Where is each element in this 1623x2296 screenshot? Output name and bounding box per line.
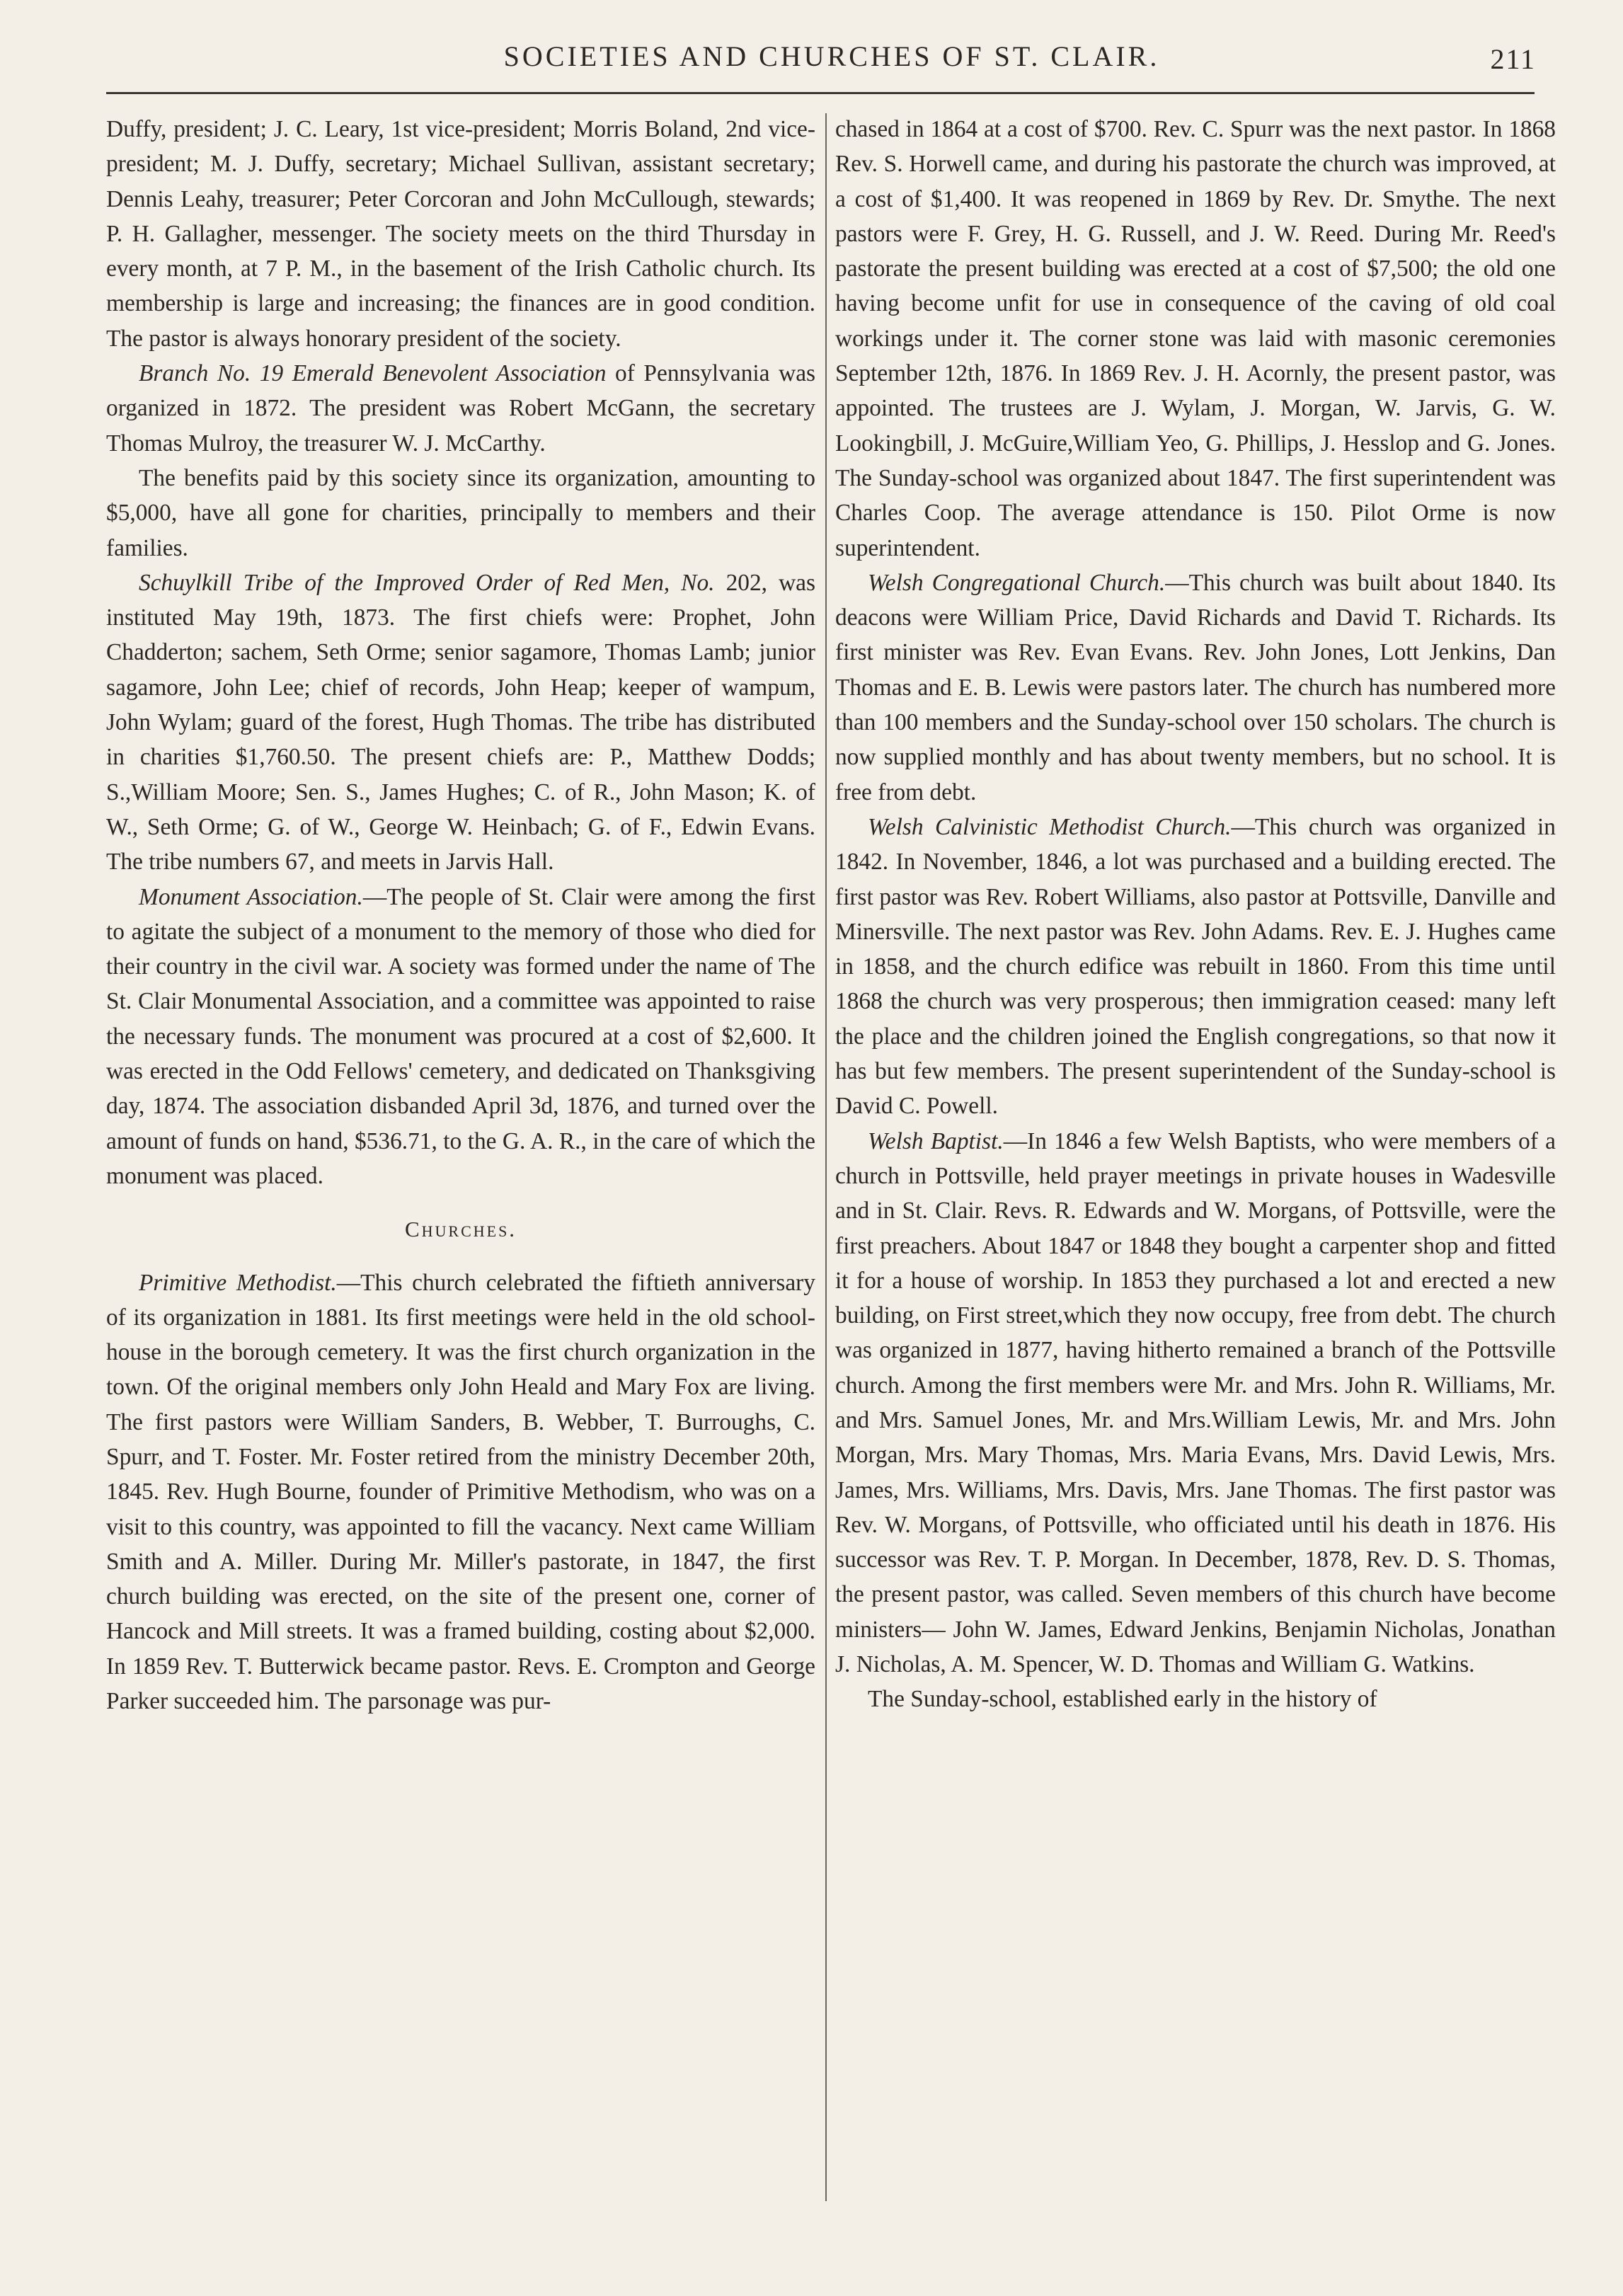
welsh-calvinistic-text: —This church was organized in 1842. In November, 1846, a lot was purchased and a building erected. The first pastor was Rev. Robert Williams, also pastor at Pottsville, Danville and Minersville. The next pastor was Rev. John Adams. Rev. E. J. Hughes came in 1858, and the church edifice was rebuilt in 1860. From this time until 1868 the church was very prosperous; then immigration ceased: many left the place and the children joined the English congregations, so that now it has but few members. The present superintendent of the Sunday-school is David C. Powell.	[835, 813, 1556, 1120]
paragraph-benefits: The benefits paid by this society since its organization, amounting to $5,000, have all gone for charities, principally to members and their families.	[106, 464, 815, 561]
header-rule	[106, 92, 1535, 94]
emerald-association-title: Branch No. 19 Emerald Benevolent Association	[139, 360, 607, 387]
welsh-congregational-text: —This church was built about 1840. Its deacons were William Price, David Richards and David T. Richards. Its first minister was Rev. Evan Evans. Rev. John Jones, Lott Jenkins, Dan Thomas and E. B. Lewis were pastors later. The church has numbered more than 100 members and the Sunday-school over 150 scholars. The church is now supplied monthly and has about twenty members, but no school. It is free from debt.	[835, 569, 1556, 805]
paragraph-sunday-school: The Sunday-school, established early in the history of	[868, 1686, 1377, 1713]
paragraph-primitive-methodist	[106, 1265, 815, 1719]
column-divider	[825, 113, 827, 2201]
paragraph-welsh-calvinistic	[835, 810, 1556, 1124]
welsh-baptist-text: —In 1846 a few Welsh Baptists, who were members of a church in Pottsville, held prayer meetings in private houses in Wadesville and in St. Clair. Revs. R. Edwards and W. Morgans, of Pottsville, were the first preachers. About 1847 or 1848 they bought a carpenter shop and fitted it for a house of worship. In 1853 they purchased a lot and erected a new building, on First street,which they now occupy, free from debt. The church was organized in 1877, having hitherto remained a branch of the Pottsville church. Among the first members were Mr. and Mrs. John R. Williams, Mr. and Mrs. Samuel Jones, Mr. and Mrs.William Lewis, Mr. and Mrs. John Morgan, Mrs. Mary Thomas, Mrs. Maria Evans, Mrs. David Lewis, Mrs. James, Mrs. Williams, Mrs. Davis, Mrs. Jane Thomas. The first pastor was Rev. W. Morgans, of Pottsville, who officiated until his death in 1876. His successor was Rev. T. P. Morgan. In December, 1878, Rev. D. S. Thomas, the present pastor, was called. Seven members of this church have become ministers— John W. James, Edward Jenkins, Benjamin Nicholas, Jonathan J. Nicholas, A. M. Spencer, W. D. Thomas and William G. Watkins.	[835, 1127, 1556, 1678]
monument-title: Monument Association.	[139, 883, 363, 910]
running-title: SOCIETIES AND CHURCHES OF ST. CLAIR.	[503, 40, 1160, 72]
right-column	[835, 112, 1556, 1717]
paragraph-society-officers: Duffy, president; J. C. Leary, 1st vice-president; Morris Boland, 2nd vice-president; M. J. Duffy, secretary; Michael Sullivan, assistant secretary; Dennis Leahy, treasurer; Peter Corcoran and John McCullough, stewards; P. H. Gallagher, messenger. The society meets on the third Thursday in every month, at 7 P. M., in the basement of the Irish Catholic church. Its membership is large and increasing; the finances are in good condition. The pastor is always honorary president of the society.	[106, 116, 815, 352]
paragraph-monument	[106, 880, 815, 1194]
primitive-methodist-text: —This church celebrated the fiftieth anniversary of its organization in 1881. Its first meetings were held in the old school-house in the borough cemetery. It was the first church organization in the town. Of the original members only John Heald and Mary Fox are living. The first pastors were William Sanders, B. Webber, T. Burroughs, C. Spurr, and T. Foster. Mr. Foster retired from the ministry December 20th, 1845. Rev. Hugh Bourne, founder of Primitive Methodism, who was on a visit to this country, was appointed to fill the vacancy. Next came William Smith and A. Miller. During Mr. Miller's pastorate, in 1847, the first church building was erected, on the site of the present one, corner of Hancock and Mill streets. It was a framed building, costing about $2,000. In 1859 Rev. T. Butterwick became pastor. Revs. E. Crompton and George Parker succeeded him. The parsonage was pur-	[106, 1269, 815, 1715]
paragraph-welsh-baptist	[835, 1124, 1556, 1682]
section-heading-churches: Churches.	[404, 1217, 517, 1242]
running-head	[99, 37, 1564, 86]
paragraph-emerald-association	[106, 356, 815, 461]
monument-text: —The people of St. Clair were among the first to agitate the subject of a monument to the memory of those who died for their country in the civil war. A society was formed under the name of The St. Clair Monumental Association, and a committee was appointed to raise the necessary funds. The monument was procured at a cost of $2,600. It was erected in the Odd Fellows' cemetery, and dedicated on Thanksgiving day, 1874. The association disbanded April 3d, 1876, and turned over the amount of funds on hand, $536.71, to the G. A. R., in the care of which the monument was placed.	[106, 883, 815, 1189]
welsh-calvinistic-title: Welsh Calvinistic Methodist Church.	[868, 813, 1232, 840]
red-men-text: 202, was instituted May 19th, 1873. The first chiefs were: Prophet, John Chadderton; sachem, Seth Orme; senior sagamore, Thomas Lamb; junior sagamore, John Lee; chief of records, John Heap; keeper of wampum, John Wylam; guard of the forest, Hugh Thomas. The tribe has distributed in charities $1,760.50. The present chiefs are: P., Matthew Dodds; S.,William Moore; Sen. S., James Hughes; C. of R., John Mason; K. of W., Seth Orme; G. of W., George W. Heinbach; G. of F., Edwin Evans. The tribe numbers 67, and meets in Jarvis Hall.	[106, 569, 815, 876]
welsh-congregational-title: Welsh Congregational Church.	[868, 569, 1166, 596]
paragraph-methodist-continued: chased in 1864 at a cost of $700. Rev. C. Spurr was the next pastor. In 1868 Rev. S. Horwell came, and during his pastorate the church was improved, at a cost of $1,400. It was reopened in 1869 by Rev. Dr. Smythe. The next pastors were F. Grey, H. G. Russell, and J. W. Reed. During Mr. Reed's pastorate the present building was erected at a cost of $7,500; the old one having become unfit for use in consequence of the caving of old coal workings under it. The corner stone was laid with masonic ceremonies September 12th, 1876. In 1869 Rev. J. H. Acornly, the present pastor, was appointed. The trustees are J. Wylam, J. Morgan, W. Jarvis, G. W. Lookingbill, J. McGuire,William Yeo, G. Phillips, J. Hesslop and G. Jones. The Sunday-school was organized about 1847. The first superintendent was Charles Coop. The average attendance is 150. Pilot Orme is now superintendent.	[835, 116, 1556, 561]
paragraph-welsh-congregational	[835, 566, 1556, 810]
paragraph-red-men	[106, 566, 815, 880]
left-column	[106, 112, 815, 1718]
welsh-baptist-title: Welsh Baptist.	[868, 1127, 1004, 1154]
page-number: 211	[1490, 43, 1536, 75]
emerald-association-text: of Pennsylvania was organized in 1872. The president was Robert McGann, the secretary Thomas Mulroy, the treasurer W. J. McCarthy.	[106, 360, 816, 457]
primitive-methodist-title: Primitive Methodist.	[139, 1269, 337, 1296]
red-men-title: Schuylkill Tribe of the Improved Order of Red Men, No.	[139, 569, 715, 596]
